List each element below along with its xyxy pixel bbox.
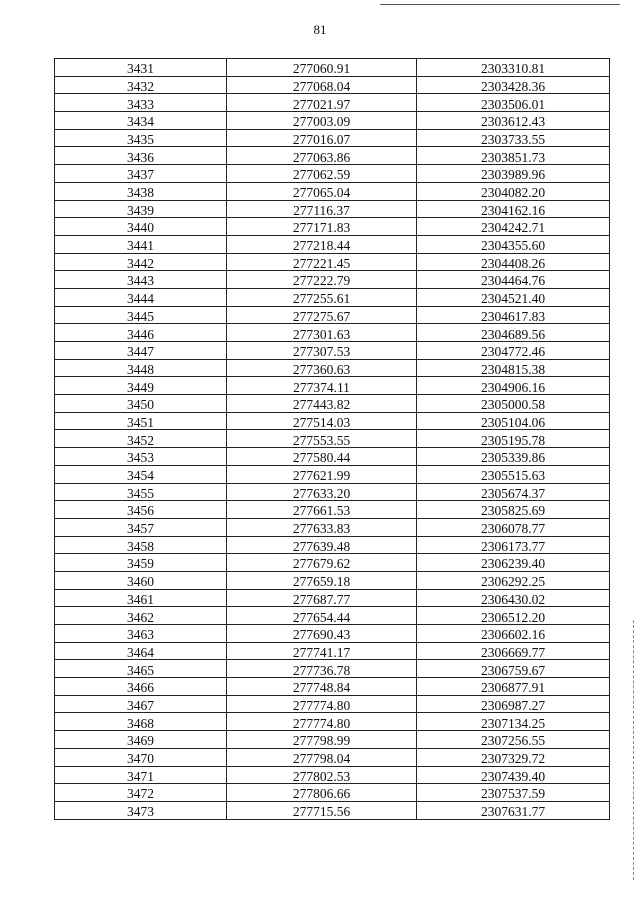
y-coordinate-cell: 2307439.40: [417, 766, 610, 784]
y-coordinate-cell: 2306173.77: [417, 536, 610, 554]
y-coordinate-cell: 2305000.58: [417, 395, 610, 413]
x-coordinate-cell: 277021.97: [227, 94, 417, 112]
x-coordinate-cell: 277690.43: [227, 625, 417, 643]
point-number-cell: 3444: [55, 288, 227, 306]
x-coordinate-cell: 277736.78: [227, 660, 417, 678]
point-number-cell: 3453: [55, 448, 227, 466]
table-row: [55, 165, 610, 183]
table-row: [55, 784, 610, 802]
table-row: [55, 306, 610, 324]
y-coordinate-cell: 2304815.38: [417, 359, 610, 377]
table-row: [55, 554, 610, 572]
x-coordinate-cell: 277063.86: [227, 147, 417, 165]
point-number-cell: 3459: [55, 554, 227, 572]
table-row: [55, 288, 610, 306]
point-number-cell: 3473: [55, 801, 227, 819]
point-number-cell: 3454: [55, 465, 227, 483]
point-number-cell: 3450: [55, 395, 227, 413]
coordinates-table-body: [55, 59, 610, 820]
y-coordinate-cell: 2304408.26: [417, 253, 610, 271]
table-row: [55, 536, 610, 554]
point-number-cell: 3445: [55, 306, 227, 324]
x-coordinate-cell: 277003.09: [227, 112, 417, 130]
y-coordinate-cell: 2306877.91: [417, 678, 610, 696]
y-coordinate-cell: 2303428.36: [417, 76, 610, 94]
table-row: [55, 59, 610, 77]
x-coordinate-cell: 277748.84: [227, 678, 417, 696]
y-coordinate-cell: 2304617.83: [417, 306, 610, 324]
x-coordinate-cell: 277715.56: [227, 801, 417, 819]
point-number-cell: 3455: [55, 483, 227, 501]
table-row: [55, 430, 610, 448]
table-row: [55, 501, 610, 519]
point-number-cell: 3463: [55, 625, 227, 643]
point-number-cell: 3466: [55, 678, 227, 696]
x-coordinate-cell: 277621.99: [227, 465, 417, 483]
table-row: [55, 748, 610, 766]
table-row: [55, 359, 610, 377]
x-coordinate-cell: 277307.53: [227, 342, 417, 360]
point-number-cell: 3441: [55, 235, 227, 253]
y-coordinate-cell: 2304355.60: [417, 235, 610, 253]
y-coordinate-cell: 2305339.86: [417, 448, 610, 466]
x-coordinate-cell: 277659.18: [227, 571, 417, 589]
y-coordinate-cell: 2307329.72: [417, 748, 610, 766]
x-coordinate-cell: 277580.44: [227, 448, 417, 466]
x-coordinate-cell: 277218.44: [227, 235, 417, 253]
point-number-cell: 3461: [55, 589, 227, 607]
x-coordinate-cell: 277741.17: [227, 642, 417, 660]
x-coordinate-cell: 277798.99: [227, 731, 417, 749]
point-number-cell: 3446: [55, 324, 227, 342]
point-number-cell: 3433: [55, 94, 227, 112]
table-row: [55, 395, 610, 413]
point-number-cell: 3464: [55, 642, 227, 660]
x-coordinate-cell: 277016.07: [227, 129, 417, 147]
table-row: [55, 801, 610, 819]
table-row: [55, 147, 610, 165]
point-number-cell: 3435: [55, 129, 227, 147]
x-coordinate-cell: 277774.80: [227, 695, 417, 713]
x-coordinate-cell: 277275.67: [227, 306, 417, 324]
table-row: [55, 377, 610, 395]
y-coordinate-cell: 2304906.16: [417, 377, 610, 395]
point-number-cell: 3469: [55, 731, 227, 749]
point-number-cell: 3432: [55, 76, 227, 94]
table-row: [55, 76, 610, 94]
point-number-cell: 3438: [55, 182, 227, 200]
x-coordinate-cell: 277687.77: [227, 589, 417, 607]
y-coordinate-cell: 2305674.37: [417, 483, 610, 501]
y-coordinate-cell: 2303851.73: [417, 147, 610, 165]
x-coordinate-cell: 277360.63: [227, 359, 417, 377]
point-number-cell: 3440: [55, 218, 227, 236]
point-number-cell: 3448: [55, 359, 227, 377]
table-row: [55, 412, 610, 430]
table-row: [55, 342, 610, 360]
y-coordinate-cell: 2305515.63: [417, 465, 610, 483]
y-coordinate-cell: 2304521.40: [417, 288, 610, 306]
y-coordinate-cell: 2307256.55: [417, 731, 610, 749]
table-row: [55, 731, 610, 749]
point-number-cell: 3472: [55, 784, 227, 802]
point-number-cell: 3431: [55, 59, 227, 77]
x-coordinate-cell: 277065.04: [227, 182, 417, 200]
x-coordinate-cell: 277553.55: [227, 430, 417, 448]
point-number-cell: 3437: [55, 165, 227, 183]
point-number-cell: 3451: [55, 412, 227, 430]
x-coordinate-cell: 277806.66: [227, 784, 417, 802]
point-number-cell: 3468: [55, 713, 227, 731]
table-row: [55, 324, 610, 342]
point-number-cell: 3436: [55, 147, 227, 165]
x-coordinate-cell: 277255.61: [227, 288, 417, 306]
x-coordinate-cell: 277798.04: [227, 748, 417, 766]
x-coordinate-cell: 277633.83: [227, 518, 417, 536]
table-row: [55, 448, 610, 466]
x-coordinate-cell: 277116.37: [227, 200, 417, 218]
y-coordinate-cell: 2304082.20: [417, 182, 610, 200]
x-coordinate-cell: 277774.80: [227, 713, 417, 731]
table-row: [55, 589, 610, 607]
table-row: [55, 235, 610, 253]
point-number-cell: 3447: [55, 342, 227, 360]
y-coordinate-cell: 2303989.96: [417, 165, 610, 183]
x-coordinate-cell: 277661.53: [227, 501, 417, 519]
y-coordinate-cell: 2304242.71: [417, 218, 610, 236]
table-row: [55, 518, 610, 536]
table-row: [55, 94, 610, 112]
point-number-cell: 3449: [55, 377, 227, 395]
x-coordinate-cell: 277802.53: [227, 766, 417, 784]
coordinates-table: [54, 58, 610, 820]
y-coordinate-cell: 2304689.56: [417, 324, 610, 342]
y-coordinate-cell: 2307134.25: [417, 713, 610, 731]
point-number-cell: 3456: [55, 501, 227, 519]
table-row: [55, 129, 610, 147]
y-coordinate-cell: 2303506.01: [417, 94, 610, 112]
y-coordinate-cell: 2303310.81: [417, 59, 610, 77]
x-coordinate-cell: 277171.83: [227, 218, 417, 236]
x-coordinate-cell: 277060.91: [227, 59, 417, 77]
point-number-cell: 3470: [55, 748, 227, 766]
point-number-cell: 3457: [55, 518, 227, 536]
y-coordinate-cell: 2306669.77: [417, 642, 610, 660]
table-row: [55, 713, 610, 731]
point-number-cell: 3458: [55, 536, 227, 554]
point-number-cell: 3434: [55, 112, 227, 130]
y-coordinate-cell: 2306292.25: [417, 571, 610, 589]
x-coordinate-cell: 277443.82: [227, 395, 417, 413]
x-coordinate-cell: 277654.44: [227, 607, 417, 625]
x-coordinate-cell: 277221.45: [227, 253, 417, 271]
point-number-cell: 3465: [55, 660, 227, 678]
y-coordinate-cell: 2304772.46: [417, 342, 610, 360]
x-coordinate-cell: 277679.62: [227, 554, 417, 572]
point-number-cell: 3439: [55, 200, 227, 218]
y-coordinate-cell: 2305104.06: [417, 412, 610, 430]
point-number-cell: 3442: [55, 253, 227, 271]
table-row: [55, 253, 610, 271]
table-row: [55, 607, 610, 625]
y-coordinate-cell: 2306430.02: [417, 589, 610, 607]
x-coordinate-cell: 277639.48: [227, 536, 417, 554]
point-number-cell: 3460: [55, 571, 227, 589]
y-coordinate-cell: 2305195.78: [417, 430, 610, 448]
table-row: [55, 625, 610, 643]
table-row: [55, 678, 610, 696]
table-row: [55, 465, 610, 483]
table-row: [55, 642, 610, 660]
table-row: [55, 766, 610, 784]
page-number: 81: [313, 22, 327, 37]
table-row: [55, 271, 610, 289]
x-coordinate-cell: 277062.59: [227, 165, 417, 183]
y-coordinate-cell: 2306602.16: [417, 625, 610, 643]
y-coordinate-cell: 2306078.77: [417, 518, 610, 536]
table-row: [55, 112, 610, 130]
x-coordinate-cell: 277514.03: [227, 412, 417, 430]
table-row: [55, 695, 610, 713]
top-rule: [380, 4, 620, 5]
y-coordinate-cell: 2307631.77: [417, 801, 610, 819]
x-coordinate-cell: 277222.79: [227, 271, 417, 289]
point-number-cell: 3471: [55, 766, 227, 784]
point-number-cell: 3443: [55, 271, 227, 289]
table-row: [55, 200, 610, 218]
scan-edge-mark: [631, 620, 634, 880]
x-coordinate-cell: 277068.04: [227, 76, 417, 94]
x-coordinate-cell: 277301.63: [227, 324, 417, 342]
y-coordinate-cell: 2306512.20: [417, 607, 610, 625]
point-number-cell: 3462: [55, 607, 227, 625]
table-row: [55, 660, 610, 678]
y-coordinate-cell: 2307537.59: [417, 784, 610, 802]
y-coordinate-cell: 2304464.76: [417, 271, 610, 289]
y-coordinate-cell: 2306987.27: [417, 695, 610, 713]
point-number-cell: 3467: [55, 695, 227, 713]
table-row: [55, 571, 610, 589]
y-coordinate-cell: 2304162.16: [417, 200, 610, 218]
y-coordinate-cell: 2306239.40: [417, 554, 610, 572]
y-coordinate-cell: 2303733.55: [417, 129, 610, 147]
table-row: [55, 483, 610, 501]
y-coordinate-cell: 2306759.67: [417, 660, 610, 678]
table-row: [55, 218, 610, 236]
y-coordinate-cell: 2303612.43: [417, 112, 610, 130]
y-coordinate-cell: 2305825.69: [417, 501, 610, 519]
table-row: [55, 182, 610, 200]
x-coordinate-cell: 277374.11: [227, 377, 417, 395]
x-coordinate-cell: 277633.20: [227, 483, 417, 501]
point-number-cell: 3452: [55, 430, 227, 448]
